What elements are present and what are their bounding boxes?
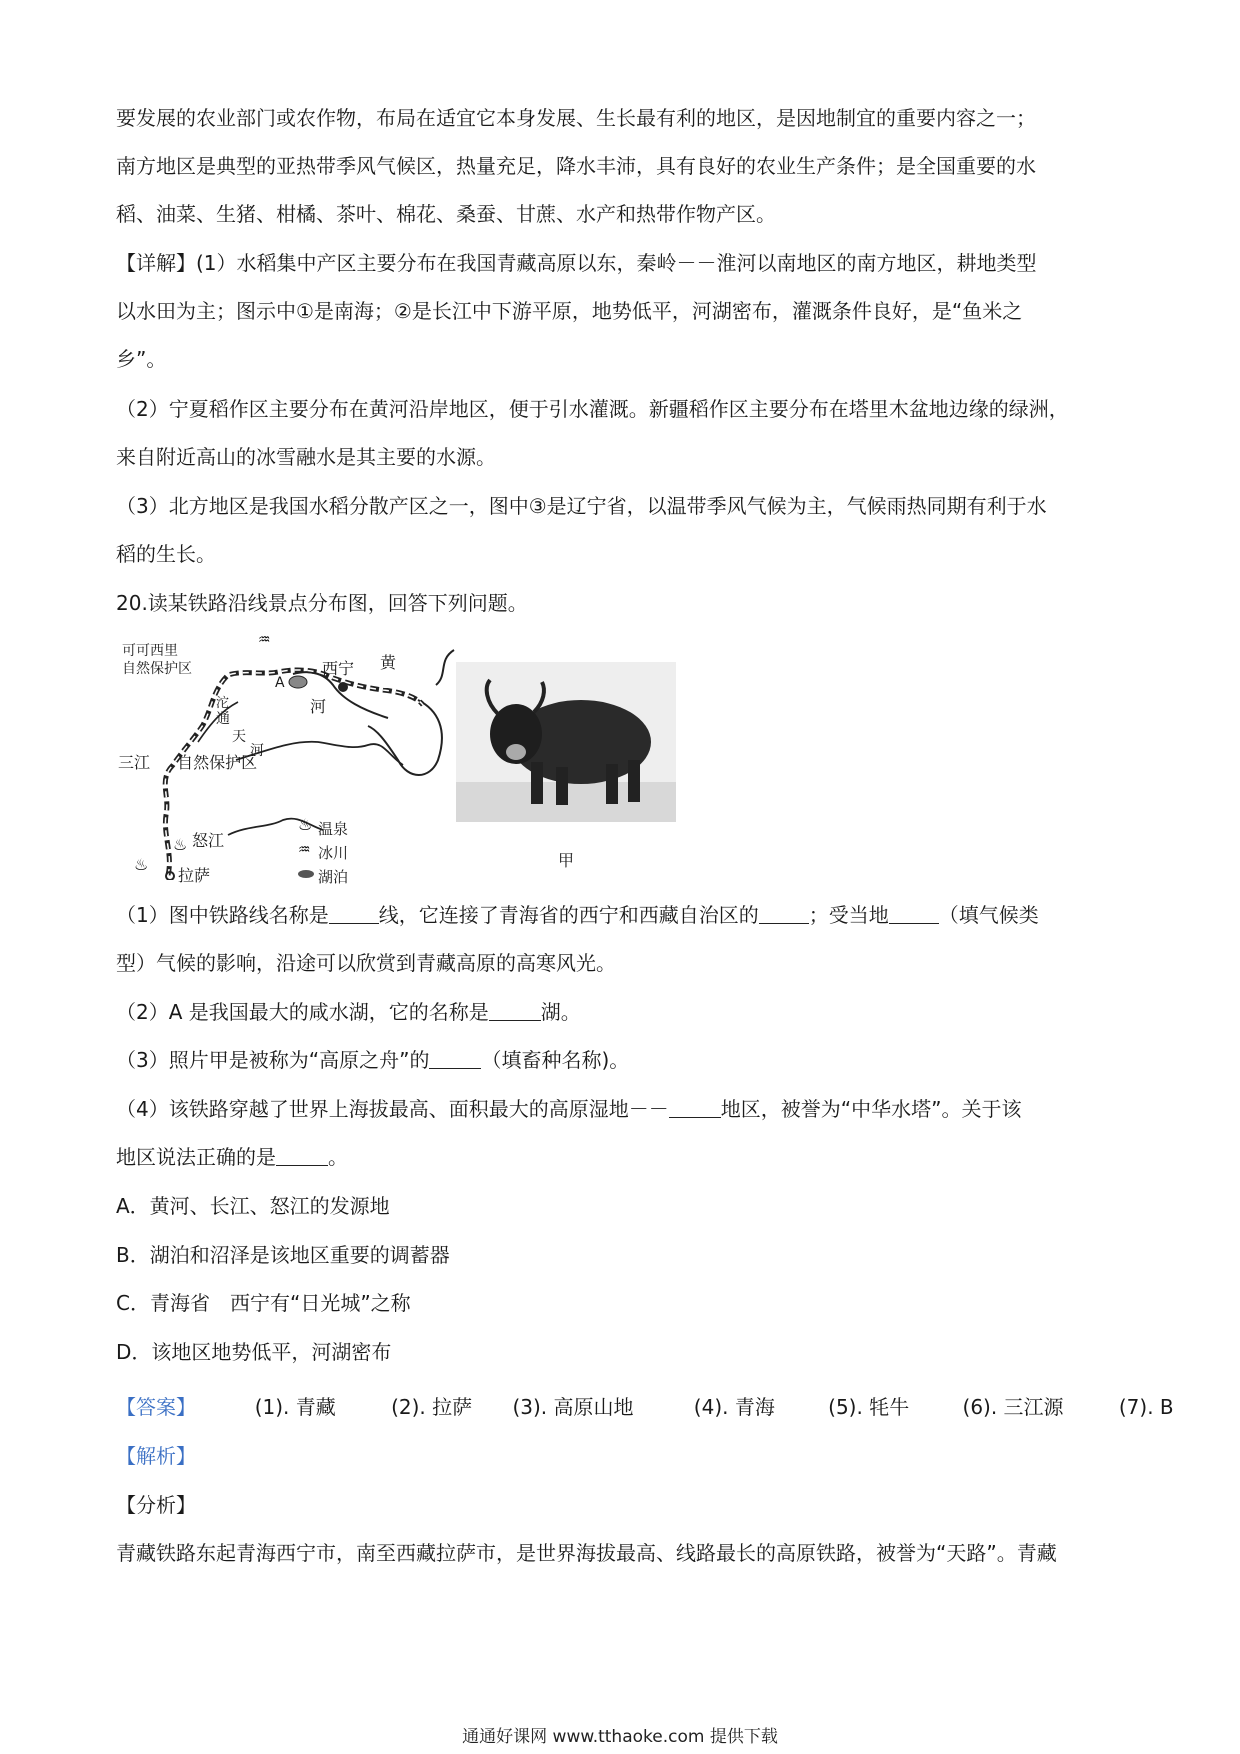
- option-d: D．该地区地势低平，河湖密布: [116, 1340, 392, 1364]
- svg-text:♨: ♨: [134, 855, 149, 874]
- option-b: B．湖泊和沼泽是该地区重要的调蓄器: [116, 1243, 450, 1267]
- paragraph-line: 稻的生长。: [116, 542, 216, 566]
- answer-blank: [429, 1048, 481, 1069]
- answer-item: (7). B: [1118, 1395, 1174, 1419]
- answer-blank: [759, 903, 809, 924]
- question-text: （4）该铁路穿越了世界上海拔最高、面积最大的高原湿地－－: [116, 1097, 669, 1121]
- question-text: （2）A 是我国最大的咸水湖，它的名称是: [116, 1000, 489, 1024]
- answer-blank: [329, 903, 379, 924]
- paragraph-line: 要发展的农业部门或农作物，布局在适宜它本身发展、生长最有利的地区，是因地制宜的重要内容之一；: [116, 106, 1036, 130]
- answer-item: (3). 高原山地: [512, 1395, 634, 1419]
- option-c: C．青海省 西宁有“日光城”之称: [116, 1291, 411, 1315]
- svg-text:♒: ♒: [258, 632, 271, 648]
- question-1-cont: 型）气候的影响，沿途可以欣赏到青藏高原的高寒风光。: [116, 951, 616, 975]
- option-a: A．黄河、长江、怒江的发源地: [116, 1194, 390, 1218]
- answer-blank: [889, 903, 939, 924]
- question-text: （1）图中铁路线名称是: [116, 903, 329, 927]
- answer-blank: [669, 1097, 721, 1118]
- lake-label: A: [275, 675, 285, 691]
- paragraph-line: （2）宁夏稻作区主要分布在黄河沿岸地区，便于引水灌溉。新疆稻作区主要分布在塔里木盆地边缘的绿洲，: [116, 397, 1069, 421]
- answer-blank: [489, 1000, 541, 1021]
- question-4: [116, 1094, 1136, 1124]
- legend-label: 温泉: [318, 820, 349, 838]
- reserve-name: 自然保护区: [122, 661, 192, 677]
- paragraph-line: 以水田为主；图示中①是南海；②是长江中下游平原，地势低平，河湖密布，灌溉条件良好，是“鱼米之: [116, 299, 1023, 323]
- legend-label: 湖泊: [318, 868, 349, 886]
- glacier-icon: ♒: [298, 842, 311, 858]
- yak-photo: [456, 662, 676, 822]
- river-label: 沱: [216, 696, 230, 711]
- reserve-name: 可可西里: [122, 643, 178, 659]
- fenxi-label: 【分析】: [116, 1493, 196, 1517]
- question-1: [116, 900, 1136, 930]
- city-label: 西宁: [322, 659, 355, 678]
- reserve-name: 自然保护区: [177, 753, 258, 772]
- reserve-name: 三江: [118, 753, 151, 772]
- photo-caption: 甲: [558, 851, 575, 870]
- lake-icon: [298, 870, 314, 878]
- answer-item: (5). 牦牛: [828, 1395, 910, 1419]
- paragraph-line: 南方地区是典型的亚热带季风气候区，热量充足，降水丰沛，具有良好的农业生产条件；是全国重要的水: [116, 154, 1036, 178]
- river-label: 河: [310, 697, 327, 716]
- figure-area: [118, 630, 678, 886]
- question-2: [116, 997, 1136, 1027]
- question-text: 。: [328, 1145, 348, 1169]
- answer-item: (6). 三江源: [962, 1395, 1064, 1419]
- question-4-cont: [116, 1142, 1136, 1172]
- answer-item: (2). 拉萨: [391, 1395, 473, 1419]
- hotspring-icon: ♨: [298, 815, 313, 834]
- paragraph-line: 稻、油菜、生猪、柑橘、茶叶、棉花、桑蚕、甘蔗、水产和热带作物产区。: [116, 202, 776, 226]
- question-text: 湖。: [540, 1000, 581, 1024]
- analysis-label: 【解析】: [116, 1444, 196, 1468]
- paragraph-line: （3）北方地区是我国水稻分散产区之一，图中③是辽宁省，以温带季风气候为主，气候雨热同期有利于水: [116, 494, 1047, 518]
- question-3: [116, 1045, 1136, 1075]
- paragraph-line: 【详解】(1）水稻集中产区主要分布在我国青藏高原以东，秦岭－－淮河以南地区的南方地区，耕地类型: [116, 251, 1037, 275]
- answer-row: [116, 1392, 1174, 1422]
- city-dot-icon: [338, 682, 348, 692]
- question-text: （填畜种名称)。: [481, 1048, 630, 1072]
- page-footer: 通通好课网 www.tthaoke.com 提供下载: [462, 1727, 778, 1747]
- river-label: 天: [232, 729, 246, 745]
- question-text: （填气候类: [938, 903, 1039, 927]
- river-label: 河: [250, 743, 264, 759]
- city-label: 拉萨: [178, 866, 211, 885]
- paragraph-line: 来自附近高山的冰雪融水是其主要的水源。: [116, 445, 496, 469]
- answer-blank: [276, 1145, 328, 1166]
- legend-label: 冰川: [318, 844, 349, 862]
- question-text: 地区，被誉为“中华水塔”。关于该: [720, 1097, 1022, 1121]
- question-text: 线，它连接了青海省的西宁和西藏自治区的: [378, 903, 759, 927]
- paragraph-line: 青藏铁路东起青海西宁市，南至西藏拉萨市，是世界海拔最高、线路最长的高原铁路，被誉为“天路”。青藏: [116, 1541, 1057, 1565]
- paragraph-line: 乡”。: [116, 347, 167, 371]
- answer-item: (1). 青藏: [254, 1395, 336, 1419]
- reserve-label: [122, 642, 192, 678]
- river-label: 通: [216, 711, 230, 727]
- svg-text:♨: ♨: [173, 835, 188, 854]
- question-title: 20.读某铁路沿线景点分布图，回答下列问题。: [116, 591, 528, 615]
- question-text: ；受当地: [808, 903, 889, 927]
- river-label: 黄: [380, 653, 397, 672]
- question-text: （3）照片甲是被称为“高原之舟”的: [116, 1048, 430, 1072]
- question-text: 地区说法正确的是: [116, 1145, 276, 1169]
- answer-item: (4). 青海: [693, 1395, 775, 1419]
- answer-label: 【答案】: [116, 1395, 196, 1419]
- river-label: 怒江: [192, 831, 225, 850]
